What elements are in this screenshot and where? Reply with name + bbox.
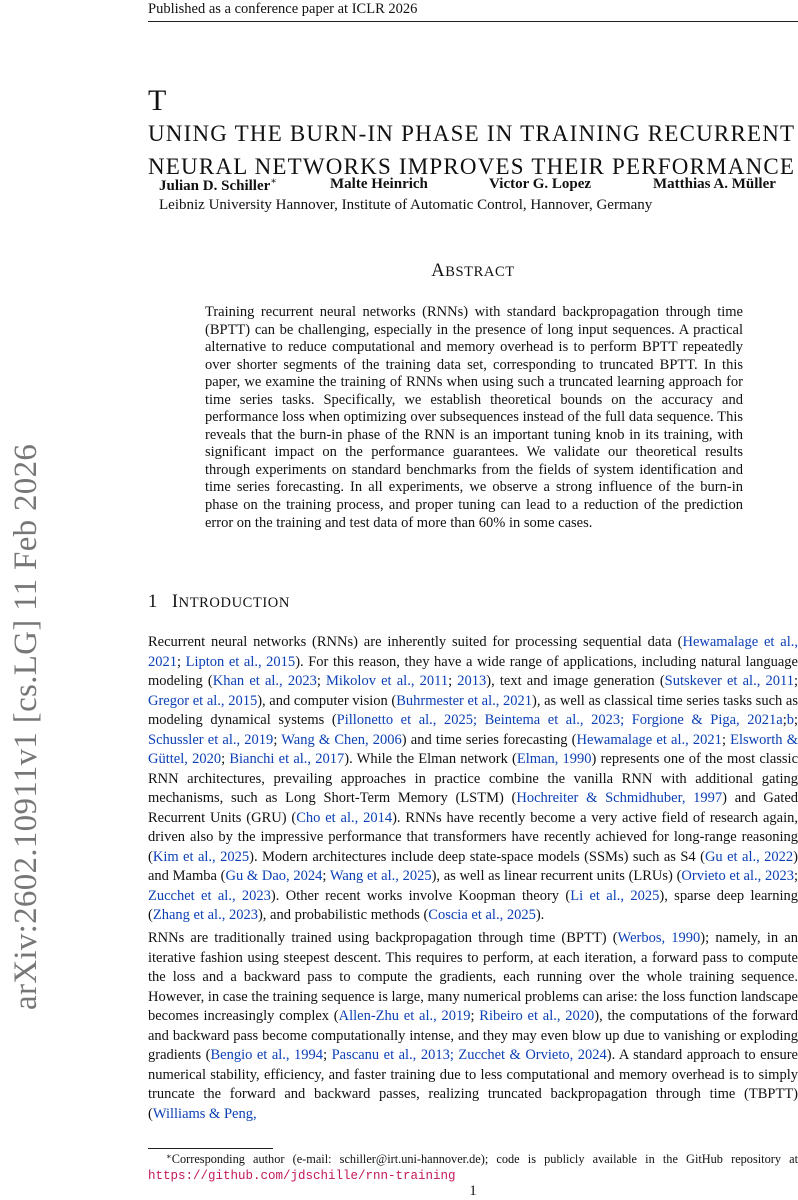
- author-list: [159, 176, 798, 196]
- citation-link[interactable]: Schussler et al., 2019: [148, 731, 274, 748]
- citation-link[interactable]: Elman, 1990: [516, 751, 592, 767]
- repository-link[interactable]: https://github.com/jdschille/rnn-training: [148, 1168, 456, 1183]
- abstract-heading: ABSTRACT: [431, 261, 515, 281]
- citation-link[interactable]: Pascanu et al., 2013; Zucchet & Orvieto, 2024: [331, 1047, 607, 1063]
- citation-link[interactable]: Pillonetto et al., 2025; Beintema et al., 2023; Forgione & Piga, 2021a: [336, 712, 783, 728]
- section-heading-introduction: 1 INTRODUCTION: [148, 592, 290, 612]
- citation-link[interactable]: Ribeiro et al., 2020: [479, 1008, 595, 1024]
- citation-link[interactable]: Zucchet et al., 2023: [148, 887, 271, 904]
- citation-link[interactable]: Werbos, 1990: [617, 930, 701, 946]
- citation-link[interactable]: Coscia et al., 2025: [428, 907, 536, 923]
- citation-link[interactable]: Sutskever et al., 2011: [664, 673, 794, 689]
- author-name: Matthias A. Müller: [653, 176, 776, 192]
- footnote-mark[interactable]: ∗: [270, 176, 278, 187]
- author-name: Malte Heinrich: [330, 176, 428, 192]
- author-name: Victor G. Lopez: [489, 176, 592, 192]
- title-line-1-text: UNING THE BURN-IN PHASE IN TRAINING RECURRENT: [148, 121, 796, 146]
- page-number: 1: [469, 1183, 477, 1199]
- citation-link[interactable]: Cho et al., 2014: [296, 809, 393, 826]
- title-line-1: [148, 84, 798, 150]
- footnote: [148, 1149, 798, 1184]
- header-rule: [148, 21, 798, 22]
- introduction-paragraph-1: Recurrent neural networks (RNNs) are inherently suited for processing sequential data (Hewamalage et al., 2021; Lipton et al., 2015). For this reason, they have a wide range of applications, including natural language modeling (Khan et al., 2023; Mikolov et al., 2011; 2013), text and image generation (Sutskever et al., 2011; Gregor et al., 2015), and computer vision (Buhrmester et al., 2021), as well as classical time series tasks such as modeling dynamical systems (Pillonetto et al., 2025; Beintema et al., 2023; Forgione & Piga, 2021a;b; Schussler et al., 2019; Wang & Chen, 2006) and time series forecasting (Hewamalage et al., 2021; Elsworth & Güttel, 2020; Bianchi et al., 2017). While the Elman network (Elman, 1990) represents one of the most classic RNN architectures, prevailing approaches in practice combine the vanilla RNN with additional gating mechanisms, such as Long Short-Term Memory (LSTM) (Hochreiter & Schmidhuber, 1997) and Gated Recurrent Units (GRU) (Cho et al., 2014). RNNs have recently become a very active field of research again, driven also by the impressive performance that transformers have recently achieved for long-range reasoning (Kim et al., 2025). Modern architectures include deep state-space models (SSMs) such as S4 (Gu et al., 2022) and Mamba (Gu & Dao, 2024; Wang et al., 2025), as well as linear recurrent units (LRUs) (Orvieto et al., 2023; Zucchet et al., 2023). Other recent works involve Koopman theory (Li et al., 2025), sparse deep learning (Zhang et al., 2023), and probabilistic methods (Coscia et al., 2025).: [148, 634, 798, 923]
- citation-link[interactable]: Bianchi et al., 2017: [229, 751, 345, 767]
- abstract-text: Training recurrent neural networks (RNNs) with standard backpropagation through time (BPTT) can be challenging, especially in the presence of long input sequences. A practical alternative to reduce computational and memory overhead is to perform BPTT repeatedly over shorter segments of the training data set, corresponding to truncated BPTT. In this paper, we examine the training of RNNs when using such a truncated learning approach for time series tasks. Specifically, we establish theoretical bounds on the accuracy and performance loss when optimizing over subsequences instead of the full data sequence. This reveals that the burn-in phase of the RNN is an important tuning knob in its training, with significant impact on the performance guarantees. We validate our theoretical results through experiments on standard benchmarks from the fields of system identification and time series forecasting. In all experiments, we observe a strong influence of the burn-in phase on the training process, and proper tuning can lead to a reduction of the prediction error on the training and test data of more than 60% in some cases.: [205, 304, 743, 531]
- paper-title: [148, 84, 798, 183]
- section-number: 1: [148, 592, 158, 612]
- citation-link[interactable]: Zhang et al., 2023: [152, 907, 258, 923]
- arxiv-identifier[interactable]: arXiv:2602.10911v1 [cs.LG] 11 Feb 2026: [8, 443, 44, 1010]
- affiliation: Leibniz University Hannover, Institute of Automatic Control, Hannover, Germany: [159, 197, 653, 213]
- citation-link[interactable]: Lipton et al., 2015: [185, 653, 296, 670]
- citation-link[interactable]: Elsworth & Güttel, 2020: [148, 731, 798, 767]
- introduction-paragraph-2: RNNs are traditionally trained using backpropagation through time (BPTT) (Werbos, 1990); namely, in an iterative fashion using steepest descent. This requires to perform, at each iteration, a forward pass to compute the loss and a backward pass to compute the gradients, each running over the whole training sequence. However, in case the training sequence is large, many numerical problems can arise: the loss function landscape becomes increasingly complex (Allen-Zhu et al., 2019; Ribeiro et al., 2020), the computations of the forward and backward pass become computationally intense, and they may even blow up due to vanishing or exploding gradients (Bengio et al., 1994; Pascanu et al., 2013; Zucchet & Orvieto, 2024). A standard approach to ensure numerical stability, efficiency, and faster training due to less computational and memory overhead is to simply truncate the forward and backward passes, realizing truncated backpropagation through time (TBPTT) (Williams & Peng,: [148, 930, 798, 1122]
- footnote-text: Corresponding author (e-mail: schiller@irt.uni-hannover.de); code is publicly available in the GitHub repository at: [171, 1152, 798, 1166]
- citation-link[interactable]: Gu et al., 2022: [704, 848, 794, 865]
- citation-link[interactable]: Buhrmester et al., 2021: [396, 692, 533, 709]
- author-name: Julian D. Schiller∗: [159, 176, 278, 194]
- citation-link[interactable]: Khan et al., 2023: [212, 673, 317, 689]
- citation-link[interactable]: b: [786, 712, 794, 728]
- footnote-mark: ∗: [166, 1151, 172, 1161]
- citation-link[interactable]: Gregor et al., 2015: [148, 692, 258, 709]
- citation-link[interactable]: Wang et al., 2025: [329, 868, 432, 884]
- citation-link[interactable]: Gu & Dao, 2024: [225, 868, 323, 884]
- title-line-2-text: NEURAL NETWORKS IMPROVES THEIR PERFORMANCE: [148, 154, 796, 179]
- citation-link[interactable]: Wang & Chen, 2006: [281, 731, 402, 748]
- title-initial: T: [148, 84, 168, 117]
- citation-link[interactable]: Allen-Zhu et al., 2019: [338, 1008, 471, 1024]
- citation-link[interactable]: Williams & Peng,: [152, 1105, 257, 1122]
- running-header: Published as a conference paper at ICLR 2026: [148, 1, 418, 17]
- citation-link[interactable]: Hewamalage et al., 2021: [576, 731, 722, 748]
- citation-link[interactable]: Li et al., 2025: [570, 887, 660, 904]
- citation-link[interactable]: Bengio et al., 1994: [210, 1047, 324, 1063]
- citation-link[interactable]: Orvieto et al., 2023: [681, 868, 794, 884]
- citation-link[interactable]: Mikolov et al., 2011: [326, 673, 449, 689]
- citation-link[interactable]: Kim et al., 2025: [152, 848, 250, 865]
- citation-link[interactable]: Hochreiter & Schmidhuber, 1997: [516, 790, 723, 806]
- citation-link[interactable]: 2013: [457, 673, 487, 689]
- citation-link[interactable]: Hewamalage et al., 2021: [148, 634, 798, 670]
